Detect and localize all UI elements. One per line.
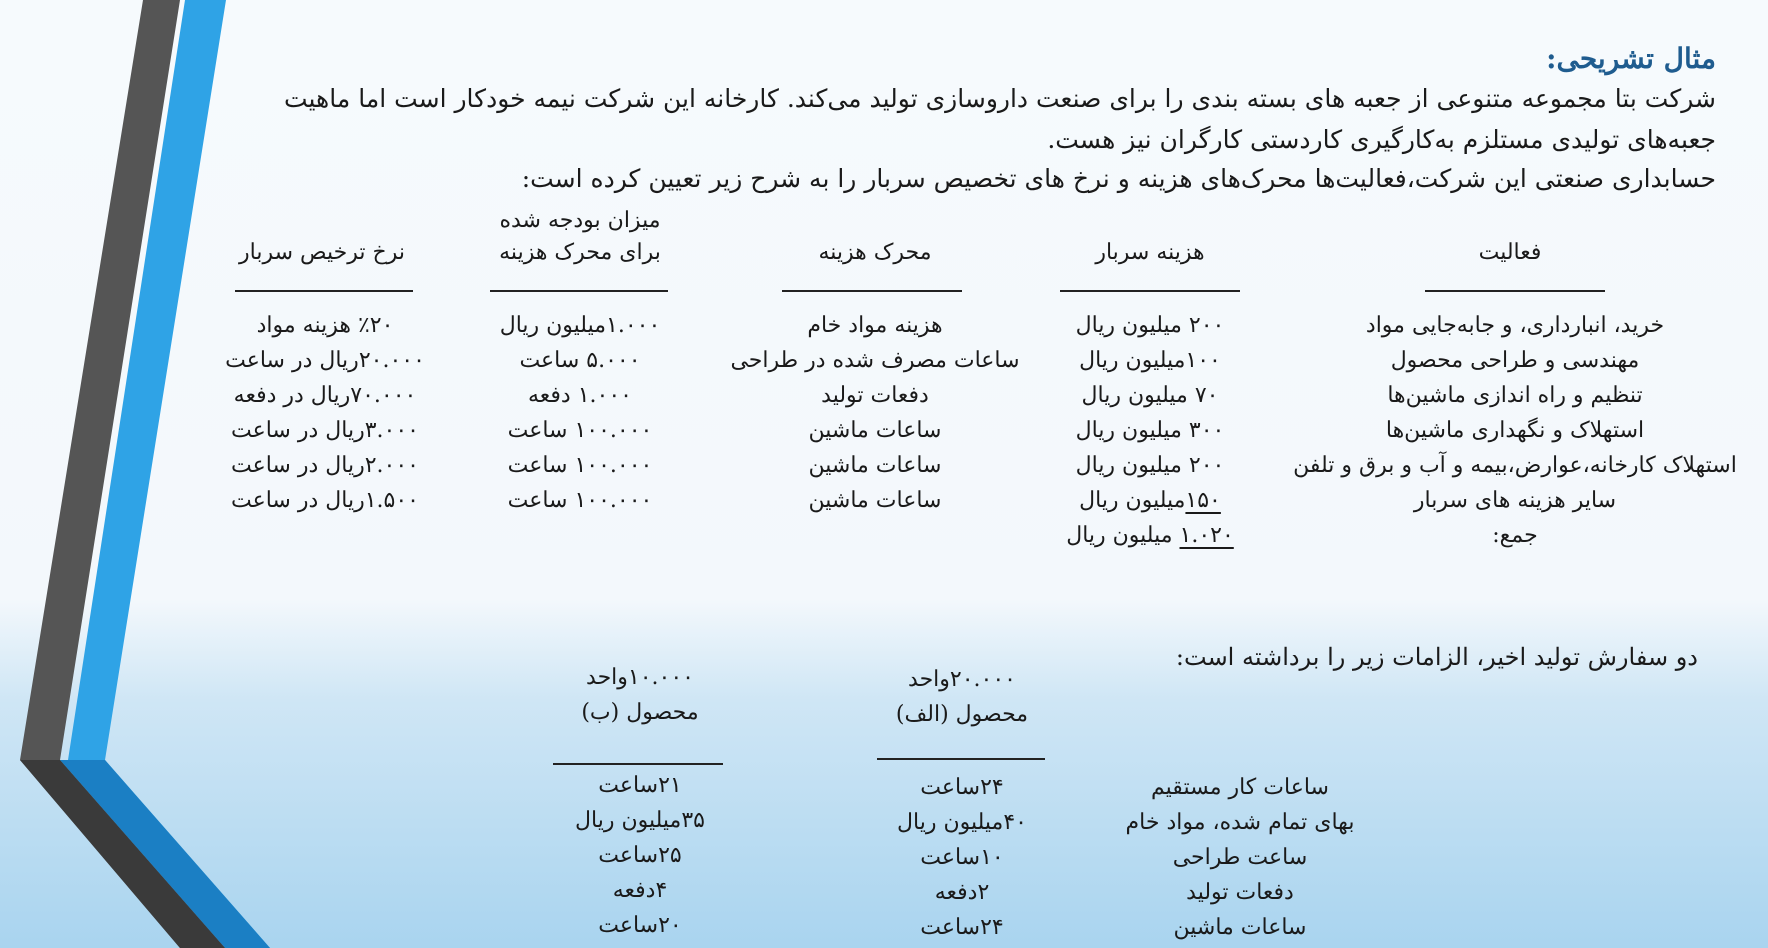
product-b-cell: ۲۵ساعت [598, 843, 682, 868]
overhead-total-unit: میلیون ریال [1066, 523, 1180, 548]
driver-column [720, 308, 1030, 518]
intro-line-2: جعبه‌های تولیدی مستلزم به‌کارگیری کاردستی کارگران نیز هست. [1047, 125, 1716, 154]
product-b-name: محصول (ب) [581, 700, 699, 725]
driver-cell: ساعات ماشین [808, 488, 942, 513]
product-b-cell: ۴دفعه [612, 878, 668, 903]
product-b-column [540, 768, 740, 943]
product-a-cell: ۱۰ساعت [920, 845, 1004, 870]
header-overhead-cost: هزینه سربار [1095, 240, 1205, 265]
budget-column [470, 308, 690, 518]
header-rule-driver [782, 290, 962, 292]
budget-cell: ۱.۰۰۰میلیون ریال [499, 313, 661, 338]
driver-cell: ساعات ماشین [808, 418, 942, 443]
driver-cell: ساعات ماشین [808, 453, 942, 478]
header-budget-line-2: برای محرک هزینه [499, 240, 661, 265]
requirement-label: ساعت طراحی [1172, 845, 1308, 870]
product-a-cell: ۴۰میلیون ریال [897, 810, 1027, 835]
rate-cell: ۲۰.۰۰۰ریال در ساعت [225, 348, 425, 373]
header-rule-budget [490, 290, 668, 292]
rate-column [215, 308, 435, 518]
activity-cell: استهلاک و نگهداری ماشین‌ها [1385, 418, 1645, 443]
header-activity: فعالیت [1478, 240, 1542, 265]
product-a-quantity: ۲۰.۰۰۰واحد [908, 667, 1016, 692]
product-a-name: محصول (الف) [895, 702, 1029, 727]
header-rule-overhead [1060, 290, 1240, 292]
rate-cell: ۷۰.۰۰۰ریال در دفعه [233, 383, 417, 408]
header-rule-rate [235, 290, 413, 292]
rate-cell: ۱.۵۰۰ریال در ساعت [231, 488, 419, 513]
driver-cell: دفعات تولید [821, 383, 929, 408]
total-label: جمع: [1492, 523, 1538, 548]
header-cost-driver: محرک هزینه [818, 240, 932, 265]
intro-line-3: حسابداری صنعتی این شرکت،فعالیت‌ها محرک‌های هزینه و نرخ های تخصیص سربار را به شرح زیر تعیین کرده است: [521, 164, 1716, 193]
requirement-label-column [1090, 770, 1390, 945]
requirement-label: دفعات تولید [1186, 880, 1294, 905]
page-title: مثال تشریحی: [1546, 42, 1716, 75]
driver-cell: ساعات مصرف شده در طراحی [730, 348, 1020, 373]
header-allocation-rate: نرخ ترخیص سربار [239, 240, 405, 265]
overhead-cell: ۲۰۰ میلیون ریال [1075, 313, 1225, 338]
intro-line-1: شرکت بتا مجموعه متنوعی از جعبه های بسته بندی را برای صنعت داروسازی تولید می‌کند. کارخانه این شرکت نیمه خودکار است اما ماهیت [283, 84, 1716, 113]
rate-cell: ٪۲۰ هزینه مواد [256, 313, 394, 338]
header-budget-line-1: میزان بودجه شده [499, 208, 661, 233]
product-b-cell: ۳۵میلیون ریال [575, 808, 705, 833]
overhead-total-amount: ۱.۰۲۰ [1179, 523, 1234, 548]
overhead-cell: ۷۰ میلیون ریال [1081, 383, 1219, 408]
requirement-label: ساعات کار مستقیم [1151, 775, 1329, 800]
overhead-unit: میلیون ریال [1079, 488, 1186, 513]
requirement-label: بهای تمام شده، مواد خام [1125, 810, 1355, 835]
product-a-cell: ۲۴ساعت [920, 915, 1004, 940]
rate-cell: ۲.۰۰۰ریال در ساعت [231, 453, 419, 478]
product-b-cell: ۲۰ساعت [598, 913, 682, 938]
overhead-cell: ۲۰۰ میلیون ریال [1075, 453, 1225, 478]
budget-cell: ۱۰۰.۰۰۰ ساعت [507, 488, 653, 513]
activity-cell: استهلاک کارخانه،عوارض،بیمه و آب و برق و تلفن [1293, 453, 1737, 478]
rate-cell: ۳.۰۰۰ریال در ساعت [231, 418, 419, 443]
product-a-column [862, 770, 1062, 945]
overhead-cell: ۳۰۰ میلیون ریال [1075, 418, 1225, 443]
requirement-label: ساعات ماشین [1173, 915, 1307, 940]
activity-cell: مهندسی و طراحی محصول [1390, 348, 1640, 373]
budget-cell: ۵.۰۰۰ ساعت [519, 348, 641, 373]
product-b-quantity: ۱۰.۰۰۰واحد [586, 665, 694, 690]
overhead-total [1040, 518, 1260, 553]
overhead-column [1040, 308, 1260, 553]
product-a-cell: ۲۴ساعت [920, 775, 1004, 800]
orders-intro: دو سفارش تولید اخیر، الزامات زیر را برداشته است: [1175, 643, 1698, 671]
activity-cell: خرید، انبارداری، و جابه‌جایی مواد [1365, 313, 1665, 338]
product-a-cell: ۲دفعه [934, 880, 990, 905]
activity-cell: تنظیم و راه اندازی ماشین‌ها [1387, 383, 1643, 408]
overhead-underlined-amount: ۱۵۰ [1185, 488, 1221, 513]
budget-cell: ۱.۰۰۰ دفعه [528, 383, 632, 408]
activity-column [1290, 308, 1740, 553]
header-rule-activity [1425, 290, 1605, 292]
driver-cell: هزینه مواد خام [807, 313, 943, 338]
product-a-rule [877, 758, 1045, 760]
budget-cell: ۱۰۰.۰۰۰ ساعت [507, 453, 653, 478]
overhead-cell-last [1040, 483, 1260, 518]
activity-cell: سایر هزینه های سربار [1413, 488, 1617, 513]
product-b-cell: ۲۱ساعت [598, 773, 682, 798]
overhead-cell: ۱۰۰میلیون ریال [1079, 348, 1221, 373]
budget-cell: ۱۰۰.۰۰۰ ساعت [507, 418, 653, 443]
product-b-rule [553, 763, 723, 765]
